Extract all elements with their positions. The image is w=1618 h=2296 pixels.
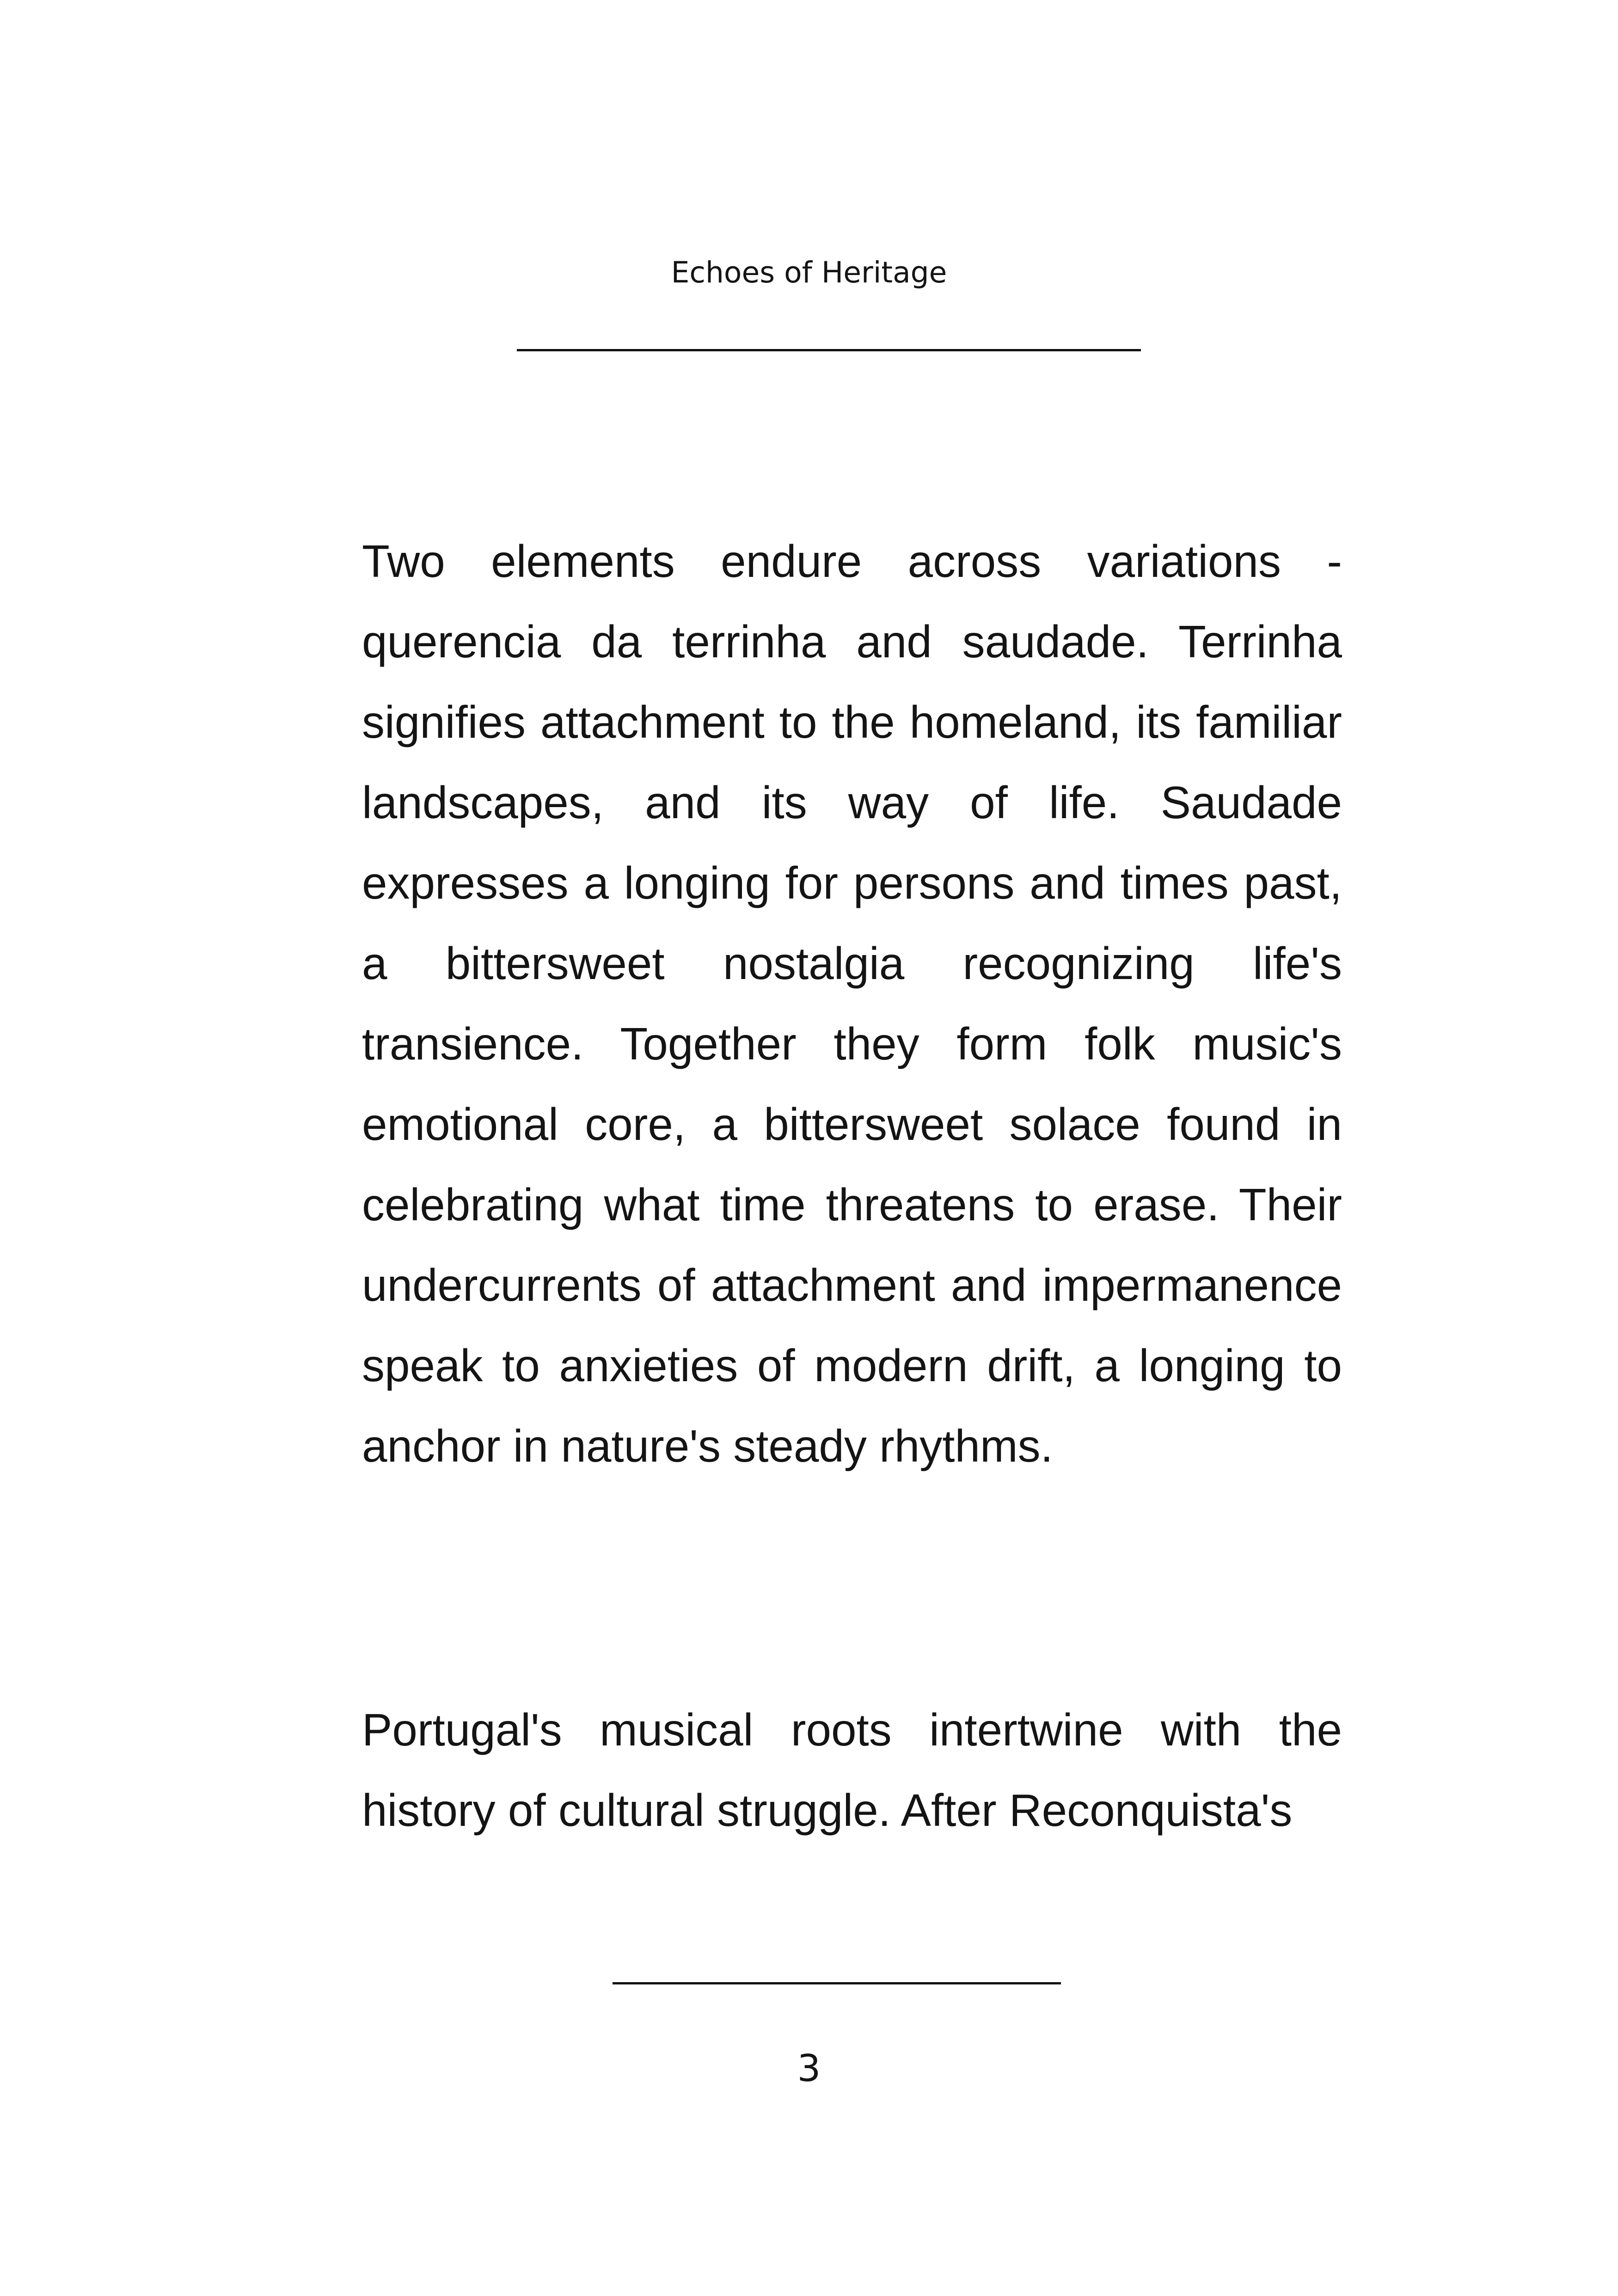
header-divider (517, 349, 1141, 351)
body-paragraph: Portugal's musical roots intertwine with the history of cultural struggle. After Reconquista's (362, 1704, 1342, 1836)
running-header-title: Echoes of Heritage (671, 256, 947, 289)
page-number: 3 (797, 2047, 821, 2090)
body-paragraph: Two elements endure across variations - querencia da terrinha and saudade. Terrinha signifies attachment to the homeland, its familiar landscapes, and its way of life. Saudade expresses a longing for persons and times past, a bittersweet nostalgia recognizing life's transience. Together they form folk music's emotional core, a bittersweet solace found in celebrating what time threatens to erase. Their undercurrents of attachment and impermanence speak to anxieties of modern drift, a longing to anchor in nature's steady rhythms. (362, 536, 1342, 1471)
footer-divider (613, 1982, 1061, 1984)
